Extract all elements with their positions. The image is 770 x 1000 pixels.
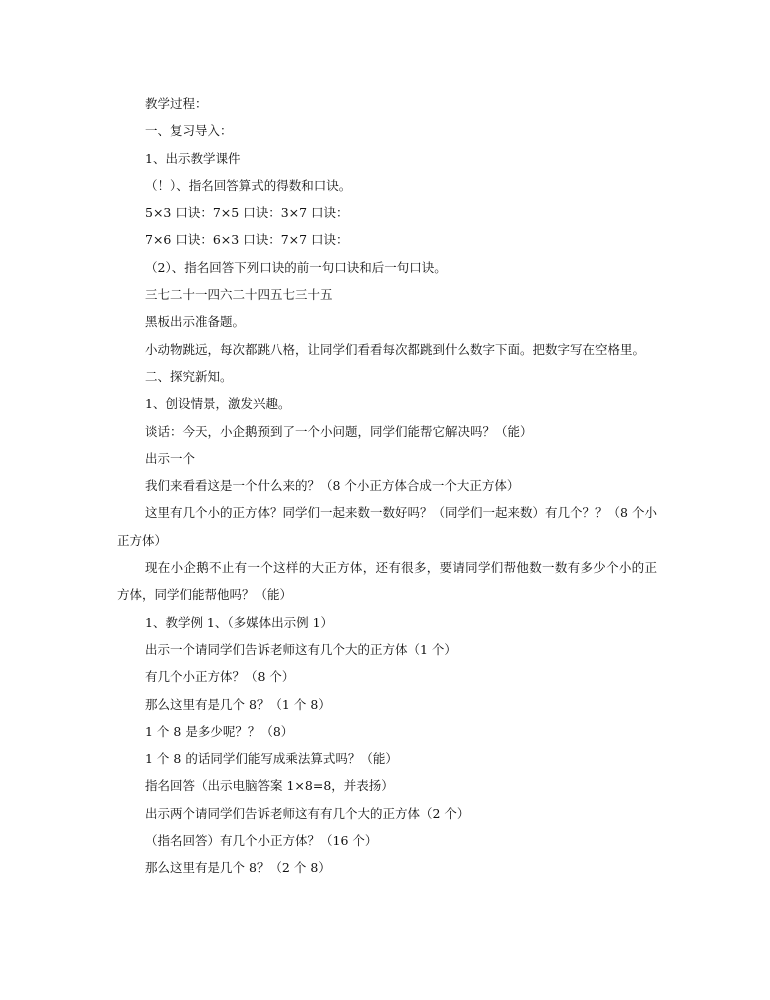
paragraph: 指名回答（出示电脑答案 1×8=8，并表扬） — [145, 778, 394, 794]
paragraph: 出示两个请同学们告诉老师这有有几个大的正方体（2 个） — [145, 805, 470, 821]
paragraph: （指名回答）有几个小正方体？（16 个） — [145, 833, 378, 849]
paragraph: 1 个 8 的话同学们能写成乘法算式吗？（能） — [145, 751, 398, 767]
paragraph: 谈话：今天，小企鹅预到了一个小问题，同学们能帮它解决吗？（能） — [145, 423, 533, 439]
paragraph: 5×3 口诀：7×5 口诀：3×7 口诀： — [145, 205, 349, 221]
paragraph: 这里有几个小的正方体？同学们一起来数一数好吗？（同学们一起来数）有几个？？（8 个小正方体） — [117, 505, 657, 548]
paragraph: 黑板出示准备题。 — [145, 314, 246, 330]
section-heading: 二、探究新知。 — [145, 368, 233, 384]
paragraph: 我们来看看这是一个什么来的？（8 个小正方体合成一个大正方体） — [145, 478, 520, 494]
paragraph: 1、创设情景，激发兴趣。 — [145, 396, 291, 412]
paragraph: 1、教学例 1、（多媒体出示例 1） — [145, 614, 334, 630]
lesson-plan-text — [117, 90, 657, 882]
paragraph: 三七二十一四六二十四五七三十五 — [145, 287, 333, 303]
paragraph: 那么这里有是几个 8？（2 个 8） — [145, 860, 331, 876]
paragraph: 出示一个请同学们告诉老师这有几个大的正方体（1 个） — [145, 641, 457, 657]
paragraph: 出示一个 — [145, 450, 196, 466]
paragraph: 7×6 口诀：6×3 口诀：7×7 口诀： — [145, 232, 349, 248]
paragraph: 现在小企鹅不止有一个这样的大正方体，还有很多，要请同学们帮他数一数有多少个小的正方体，同学们能帮他吗？（能） — [117, 560, 657, 603]
paragraph: 1、出示教学课件 — [145, 150, 241, 166]
paragraph: 教学过程： — [145, 96, 208, 111]
paragraph: 那么这里有是几个 8？（1 个 8） — [145, 696, 331, 712]
section-heading: 一、复习导入： — [145, 123, 233, 139]
paragraph: （！）、指名回答算式的得数和口诀。 — [145, 177, 352, 193]
paragraph: 小动物跳远，每次都跳八格，让同学们看看每次都跳到什么数字下面。把数字写在空格里。 — [145, 341, 646, 357]
paragraph: 有几个小正方体？（8 个） — [145, 669, 295, 685]
paragraph: （2）、指名回答下列口诀的前一句口诀和后一句口诀。 — [145, 259, 447, 275]
paragraph: 1 个 8 是多少呢？？（8） — [145, 723, 294, 739]
